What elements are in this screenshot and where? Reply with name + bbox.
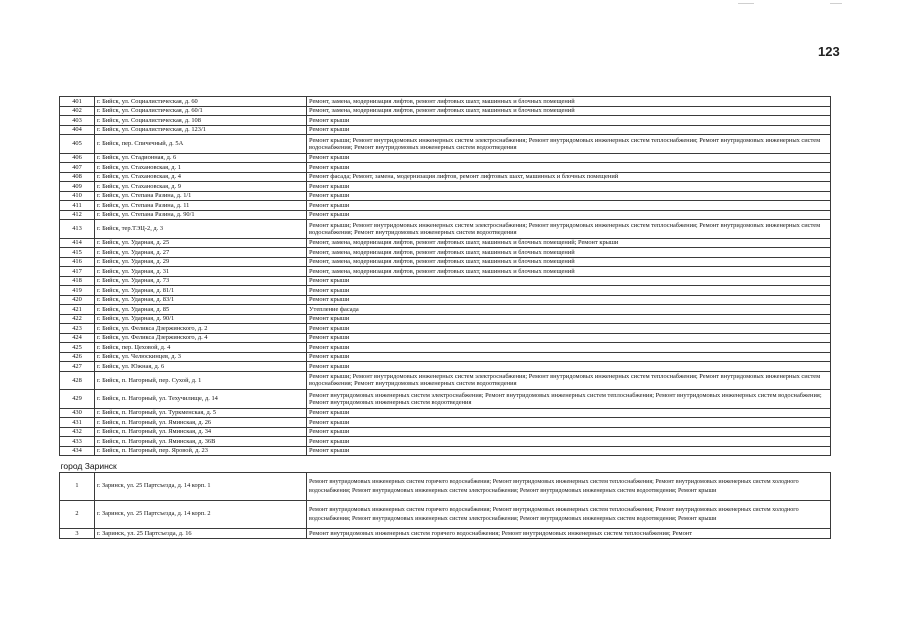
row-number-cell: 410 [60,191,95,201]
table-row [60,437,831,447]
row-number-cell: 427 [60,362,95,372]
table-row [60,390,831,409]
table-row [60,362,831,372]
work-type-cell: Ремонт крыши [307,427,831,437]
address-cell: г. Бийск, тер.ТЭЦ-2, д. 3 [95,220,307,239]
table-row [60,371,831,390]
address-cell: г. Бийск, ул. Социалистическая, д. 60 [95,97,307,107]
address-cell: г. Бийск, ул. Социалистическая, д. 108 [95,116,307,126]
address-cell: г. Бийск, ул. Стахановская, д. 9 [95,182,307,192]
address-cell: г. Бийск, п. Нагорный, ул. Яминская, д. 34 [95,427,307,437]
row-number-cell: 426 [60,352,95,362]
row-number-cell: 411 [60,201,95,211]
row-number-cell: 407 [60,163,95,173]
work-type-cell: Ремонт, замена, модернизация лифтов, ремонт лифтовых шахт, машинных и блочных помещений [307,257,831,267]
scan-edge-mark [738,3,754,4]
table-row [60,238,831,248]
row-number-cell: 428 [60,371,95,390]
table-row [60,97,831,107]
row-number-cell: 406 [60,153,95,163]
row-number-cell: 417 [60,267,95,277]
address-cell: г. Бийск, ул. Стахановская, д. 1 [95,163,307,173]
address-cell: г. Бийск, п. Нагорный, пер. Сухой, д. 1 [95,371,307,390]
work-type-cell: Ремонт внутридомовых инженерных систем горячего водоснабжения; Ремонт внутридомовых инженерных систем теплоснабжения; Ремонт [307,529,831,539]
table-row [60,163,831,173]
section-title: город Заринск [60,460,117,471]
address-cell: г. Бийск, п. Нагорный, ул. Яминская, д. 26 [95,418,307,428]
row-number-cell: 420 [60,295,95,305]
address-cell: г. Бийск, ул. Степана Разина, д. 1/1 [95,191,307,201]
address-cell: г. Бийск, ул. Ударная, д. 85 [95,305,307,315]
address-cell: г. Бийск, ул. Степана Разина, д. 90/1 [95,210,307,220]
row-number-cell: 408 [60,172,95,182]
table-row [60,220,831,239]
work-type-cell: Ремонт крыши [307,182,831,192]
table-row [60,201,831,211]
address-cell: г. Заринск, ул. 25 Партсъезда, д. 16 [95,529,307,539]
row-number-cell: 401 [60,97,95,107]
work-type-cell: Ремонт крыши [307,125,831,135]
work-type-cell: Ремонт внутридомовых инженерных систем горячего водоснабжения; Ремонт внутридомовых инженерных систем теплоснабжения; Ремонт внутридомовых инженерных систем холодного водоснабжения; Ремонт внутридомовых инженерных систем электроснабжения; Ремонт внутридомовых инженерных систем водоотведения; Ремонт крыши [307,501,831,529]
address-cell: г. Заринск, ул. 25 Партсъезда, д. 14 корп. 1 [95,473,307,501]
table-row [60,427,831,437]
row-number-cell: 2 [60,501,95,529]
row-number-cell: 424 [60,333,95,343]
table-row [60,267,831,277]
table-row [60,352,831,362]
table-row [60,314,831,324]
row-number-cell: 1 [60,473,95,501]
address-cell: г. Бийск, пер. Спичечный, д. 5А [95,135,307,154]
work-type-cell: Ремонт, замена, модернизация лифтов, ремонт лифтовых шахт, машинных и блочных помещений [307,106,831,116]
address-cell: г. Бийск, ул. Стахановская, д. 4 [95,172,307,182]
address-cell: г. Бийск, ул. Ударная, д. 90/1 [95,314,307,324]
table-row [60,343,831,353]
table-row [60,529,831,539]
table-row [60,408,831,418]
row-number-cell: 402 [60,106,95,116]
address-cell: г. Бийск, ул. Южная, д. 6 [95,362,307,372]
address-cell: г. Бийск, ул. Ударная, д. 25 [95,238,307,248]
work-type-cell: Ремонт, замена, модернизация лифтов, ремонт лифтовых шахт, машинных и блочных помещений; Ремонт крыши [307,238,831,248]
address-cell: г. Бийск, ул. Ударная, д. 29 [95,257,307,267]
row-number-cell: 416 [60,257,95,267]
row-number-cell: 434 [60,446,95,456]
work-type-cell: Ремонт крыши [307,362,831,372]
row-number-cell: 430 [60,408,95,418]
row-number-cell: 413 [60,220,95,239]
work-type-cell: Ремонт крыши [307,153,831,163]
table-row [60,324,831,334]
address-cell: г. Бийск, ул. Феликса Дзержинского, д. 4 [95,333,307,343]
work-type-cell: Ремонт крыши [307,163,831,173]
row-number-cell: 425 [60,343,95,353]
row-number-cell: 419 [60,286,95,296]
work-type-cell: Ремонт фасада; Ремонт, замена, модернизация лифтов, ремонт лифтовых шахт, машинных и блочных помещений [307,172,831,182]
row-number-cell: 403 [60,116,95,126]
scan-edge-mark [830,3,842,4]
address-cell: г. Бийск, п. Нагорный, ул. Техучилище, д. 14 [95,390,307,409]
table-row [60,116,831,126]
table-row [60,182,831,192]
table-row [60,276,831,286]
table-row [60,248,831,258]
row-number-cell: 422 [60,314,95,324]
row-number-cell: 414 [60,238,95,248]
row-number-cell: 429 [60,390,95,409]
address-cell: г. Бийск, ул. Ударная, д. 73 [95,276,307,286]
table-body [60,97,831,539]
address-cell: г. Заринск, ул. 25 Партсъезда, д. 14 корп. 2 [95,501,307,529]
work-type-cell: Ремонт крыши [307,343,831,353]
work-type-cell: Ремонт, замена, модернизация лифтов, ремонт лифтовых шахт, машинных и блочных помещений [307,248,831,258]
table-row [60,446,831,456]
table-row [60,172,831,182]
work-type-cell: Ремонт крыши; Ремонт внутридомовых инженерных систем электроснабжения; Ремонт внутридомовых инженерных систем теплоснабжения; Ремонт внутридомовых инженерных систем водоснабжения; Ремонт внутридомовых инженерных систем водоотведения [307,220,831,239]
work-type-cell: Ремонт крыши [307,408,831,418]
table-row [60,210,831,220]
table-row [60,305,831,315]
work-type-cell: Ремонт крыши [307,314,831,324]
work-type-cell: Ремонт крыши [307,201,831,211]
repair-program-table [59,96,831,539]
table-row [60,191,831,201]
work-type-cell: Ремонт крыши [307,324,831,334]
work-type-cell: Ремонт крыши [307,333,831,343]
address-cell: г. Бийск, ул. Социалистическая, д. 60/1 [95,106,307,116]
work-type-cell: Ремонт крыши; Ремонт внутридомовых инженерных систем электроснабжения; Ремонт внутридомовых инженерных систем теплоснабжения; Ремонт внутридомовых инженерных систем водоснабжения; Ремонт внутридомовых инженерных систем водоотведения [307,135,831,154]
work-type-cell: Ремонт внутридомовых инженерных систем электроснабжения; Ремонт внутридомовых инженерных систем теплоснабжения; Ремонт внутридомовых инженерных систем водоснабжения; Ремонт внутридомовых инженерных систем водоотведения [307,390,831,409]
table-row [60,257,831,267]
address-cell: г. Бийск, ул. Ударная, д. 81/1 [95,286,307,296]
row-number-cell: 3 [60,529,95,539]
table-row [60,286,831,296]
row-number-cell: 409 [60,182,95,192]
row-number-cell: 421 [60,305,95,315]
work-type-cell: Ремонт крыши [307,446,831,456]
work-type-cell: Ремонт крыши [307,437,831,447]
work-type-cell: Ремонт, замена, модернизация лифтов, ремонт лифтовых шахт, машинных и блочных помещений [307,267,831,277]
row-number-cell: 418 [60,276,95,286]
work-type-cell: Ремонт крыши; Ремонт внутридомовых инженерных систем электроснабжения; Ремонт внутридомовых инженерных систем теплоснабжения; Ремонт внутридомовых инженерных систем водоснабжения; Ремонт внутридомовых инженерных систем водоотведения [307,371,831,390]
work-type-cell: Ремонт крыши [307,276,831,286]
address-cell: г. Бийск, ул. Ударная, д. 83/1 [95,295,307,305]
work-type-cell: Ремонт крыши [307,191,831,201]
table-row [60,295,831,305]
table-row [60,135,831,154]
table-row [60,418,831,428]
address-cell: г. Бийск, ул. Ударная, д. 31 [95,267,307,277]
row-number-cell: 412 [60,210,95,220]
table-row [60,153,831,163]
row-number-cell: 423 [60,324,95,334]
address-cell: г. Бийск, ул. Челюскинцев, д. 3 [95,352,307,362]
address-cell: г. Бийск, п. Нагорный, ул. Яминская, д. 36В [95,437,307,447]
section-row [60,456,831,473]
table-row [60,501,831,529]
address-cell: г. Бийск, ул. Степана Разина, д. 11 [95,201,307,211]
work-type-cell: Ремонт, замена, модернизация лифтов, ремонт лифтовых шахт, машинных и блочных помещений [307,97,831,107]
work-type-cell: Ремонт крыши [307,352,831,362]
work-type-cell: Ремонт крыши [307,116,831,126]
table-row [60,125,831,135]
row-number-cell: 415 [60,248,95,258]
work-type-cell: Утепление фасада [307,305,831,315]
row-number-cell: 405 [60,135,95,154]
row-number-cell: 431 [60,418,95,428]
row-number-cell: 404 [60,125,95,135]
row-number-cell: 432 [60,427,95,437]
address-cell: г. Бийск, п. Нагорный, пер. Яровой, д. 23 [95,446,307,456]
work-type-cell: Ремонт крыши [307,418,831,428]
address-cell: г. Бийск, п. Нагорный, ул. Туркменская, д. 5 [95,408,307,418]
address-cell: г. Бийск, ул. Стадионная, д. 6 [95,153,307,163]
table-row [60,333,831,343]
page-number: 123 [818,44,840,59]
work-type-cell: Ремонт крыши [307,286,831,296]
address-cell: г. Бийск, ул. Ударная, д. 27 [95,248,307,258]
row-number-cell: 433 [60,437,95,447]
work-type-cell: Ремонт крыши [307,295,831,305]
table-row [60,106,831,116]
work-type-cell: Ремонт внутридомовых инженерных систем горячего водоснабжения; Ремонт внутридомовых инженерных систем теплоснабжения; Ремонт внутридомовых инженерных систем холодного водоснабжения; Ремонт внутридомовых инженерных систем электроснабжения; Ремонт внутридомовых инженерных систем водоотведения; Ремонт крыши [307,473,831,501]
address-cell: г. Бийск, пер. Цеховой, д. 4 [95,343,307,353]
work-type-cell: Ремонт крыши [307,210,831,220]
table-row [60,473,831,501]
address-cell: г. Бийск, ул. Социалистическая, д. 123/1 [95,125,307,135]
address-cell: г. Бийск, ул. Феликса Дзержинского, д. 2 [95,324,307,334]
